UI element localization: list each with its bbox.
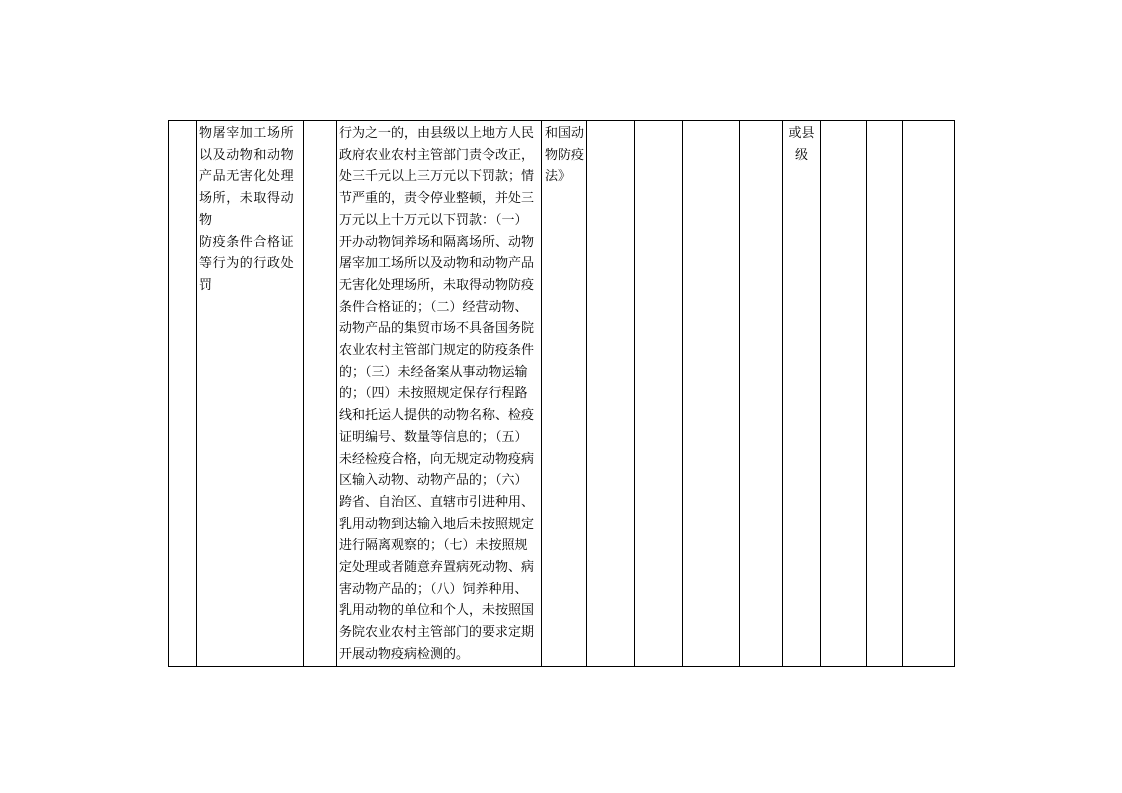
matters-table [168, 120, 955, 667]
cell-13-text [903, 121, 954, 123]
empty-cell-6 [587, 121, 635, 667]
content-cell [337, 121, 542, 667]
cell-7-text [635, 121, 682, 123]
legal-basis-text: 和国动 物防疫 法》 [545, 126, 585, 185]
empty-cell-12 [867, 121, 903, 667]
cell-9-text [740, 121, 782, 123]
cell-12-text [867, 121, 902, 123]
legal-basis-cell [542, 121, 587, 667]
table-row [169, 121, 955, 667]
empty-cell-11 [821, 121, 867, 667]
item-name-text: 物屠宰加工场所 以及动物和动物 产品无害化处理 场所，未取得动物 防疫条件合格证 等行为的行政处 罚 [199, 126, 295, 293]
level-cell [783, 121, 821, 667]
cell-11-text [821, 121, 866, 123]
content-text: 行为之一的，由县级以上地方人民 政府农业农村主管部门责令改正， 处三千元以上三万元以下罚款；情 节严重的，责令停业整顿，并处三 万元以上十万元以下罚款：（一） 开办动物饲养场和隔离场所、动物 屠宰加工场所以及动物和动物产品 无害化处理场所，未取得动物防疫 条件合格证的；（二）经营动物、 动物产品的集贸市场不具备国务院 农业农村主管部门规定的防疫条件 的；（三）未经备案从事动物运输 的；（四）未按照规定保存行程路 线和托运人提供的动物名称、检疫 证明编号、数量等信息的；（五） 未经检疫合格，向无规定动物疫病 区输入动物、动物产品的；（六） 跨省、自治区、直辖市引进种用、 乳用动物到达输入地后未按照规定 进行隔离观察的；（七）未按照规 定处理或者随意弃置病死动物、病 害动物产品的；（八）饲养种用、 乳用动物的单位和个人，未按照国 务院农业农村主管部门的要求定期 开展动物疫病检测的。 [339, 126, 535, 662]
sequence-cell [169, 121, 197, 667]
cell-8-text [683, 121, 739, 123]
cell-6-text [587, 121, 634, 123]
sequence-text [169, 121, 196, 123]
category-text [304, 121, 336, 123]
empty-cell-13 [903, 121, 955, 667]
level-text: 或县 级 [788, 126, 815, 163]
item-name-cell [197, 121, 304, 667]
empty-cell-9 [740, 121, 783, 667]
category-cell [304, 121, 337, 667]
empty-cell-8 [683, 121, 740, 667]
empty-cell-7 [635, 121, 683, 667]
